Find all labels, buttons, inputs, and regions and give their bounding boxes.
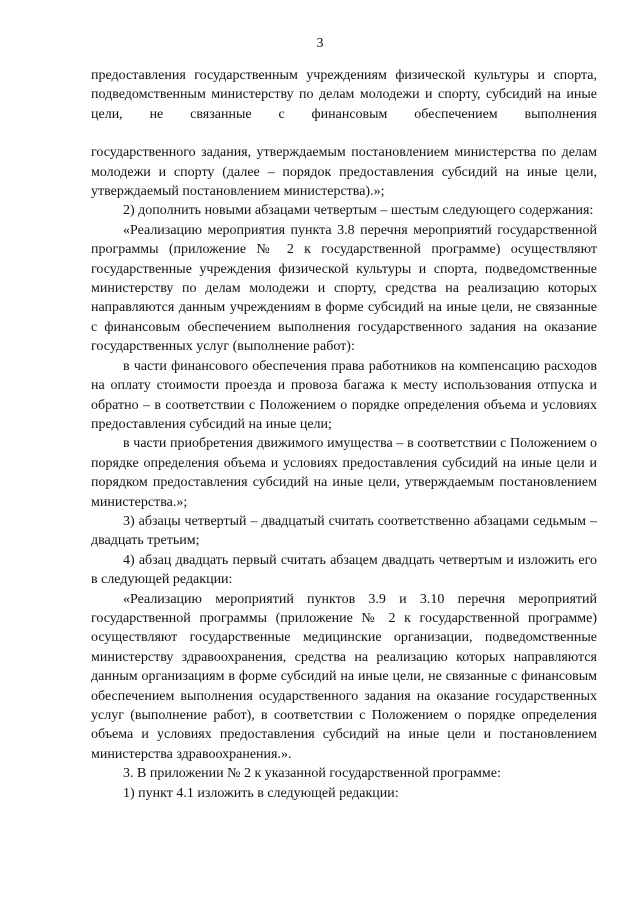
paragraph-item-4-1: 1) пункт 4.1 изложить в следующей редакции: <box>123 785 399 801</box>
paragraph-travel-compensation: в части финансового обеспечения права работников на компенсацию расходов на оплату стоимости проезда и провоза багажа к месту использования отпуска и обратно – в соответствии с Положением о порядке определения объема и условиях предоставления субсидий на иные цели; <box>91 358 597 432</box>
paragraph-appendix-2: 3. В приложении № 2 к указанной государственной программе: <box>123 766 501 782</box>
document-body <box>91 66 597 803</box>
paragraph-movable-property: в части приобретения движимого имущества – в соответствии с Положением о порядке определения объема и условиях предоставления субсидий на иные цели и порядком предоставления субсидий на иные цели, утверждаемым постановлением министерства.»; <box>91 436 597 510</box>
paragraph-amendment-3: 3) абзацы четвертый – двадцатый считать соответственно абзацами седьмым – двадцать третьим; <box>91 513 597 549</box>
paragraph-state-task-order: государственного задания, утверждаемым постановлением министерства по делам молодежи и спорту (далее – порядок предоставления субсидий на иные цели, утверждаемый постановлением министерства).»; <box>91 145 597 200</box>
paragraph-subsidy-intro: предоставления государственным учреждениям физической культуры и спорта, подведомственным министерству по делам молодежи и спорту, субсидий на иные цели, не связанные с финансовым обеспечением выполнения <box>91 68 597 122</box>
page-number: 3 <box>316 36 324 51</box>
paragraph-amendment-2: 2) дополнить новыми абзацами четвертым – шестым следующего содержания: <box>123 203 594 219</box>
paragraph-items-3-9-3-10: «Реализацию мероприятий пунктов 3.9 и 3.10 перечня мероприятий государственной программы (приложение № 2 к государственной программе) осуществляют государственные медицинские организации, подведомственные министерству здравоохранения, средства на реализацию которых направляются данным организациям в форме субсидий на иные цели, не связанные с финансовым обеспечением выполнения осударственного задания на оказание государственных услуг (выполнение работ), в соответствии с Положением о порядке определения объема и условиях предоставления субсидий на иные цели и постановлением министерства здравоохранения.». <box>91 591 597 762</box>
paragraph-amendment-4: 4) абзац двадцать первый считать абзацем двадцать четвертым и изложить его в следующей редакции: <box>91 552 597 588</box>
paragraph-item-3-8: «Реализацию мероприятия пункта 3.8 перечня мероприятий государственной программы (приложение № 2 к государственной программе) осуществляют государственные учреждения физической культуры и спорта, подведомственные министерству по делам молодежи и спорту, средства на реализацию которых направляются данным учреждениям в форме субсидий на иные цели, не связанные с финансовым обеспечением выполнения государственного задания на оказание государственных услуг (выполнение работ): <box>91 222 597 355</box>
